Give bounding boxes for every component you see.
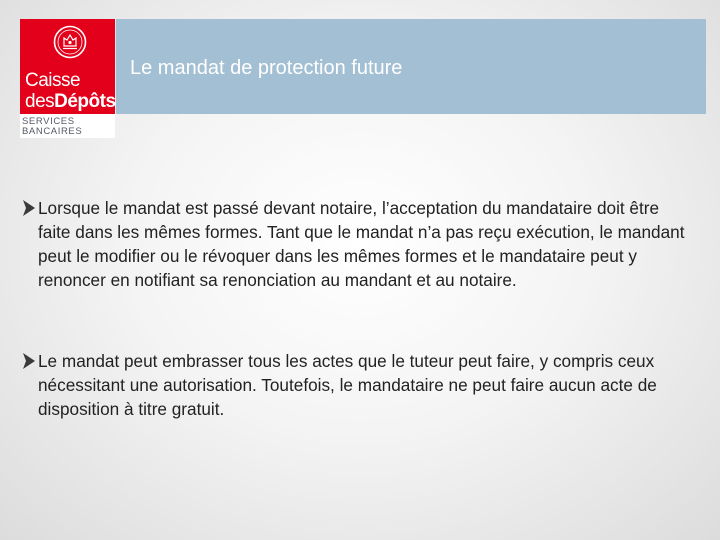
logo-wordmark-prefix: des [25,91,55,112]
logo-wordmark-line2 [25,92,116,111]
seal-emblem-icon [53,25,87,59]
bullet-item [22,196,692,292]
logo-wordmark-bold: Dépôts [54,91,116,112]
logo-red-block [20,19,115,114]
slide-title: Le mandat de protection future [130,57,403,79]
logo-subtitle-line2: BANCAIRES [22,126,83,137]
bullet-text: Lorsque le mandat est passé devant notaire, l’acceptation du mandataire doit être faite dans les mêmes formes. Tant que le mandat n’a pas reçu exécution, le mandant peut le modifier ou le révoquer dans les mêmes formes et le mandataire peut y renoncer en notifiant sa renonciation au mandant et au notaire. [38,198,685,290]
logo-wordmark-line1: Caisse [25,70,81,91]
logo-subtitle-line1: SERVICES [22,116,75,127]
arrowhead-bullet-icon [22,199,36,217]
bullet-text: Le mandat peut embrasser tous les actes que le tuteur peut faire, y compris ceux nécessitant une autorisation. Toutefois, le mandataire ne peut faire aucun acte de disposition à titre gratuit. [38,351,657,419]
bullet-item [22,349,692,421]
caisse-des-depots-logo [20,19,115,138]
arrowhead-bullet-icon [22,352,36,370]
header-band [116,19,706,114]
